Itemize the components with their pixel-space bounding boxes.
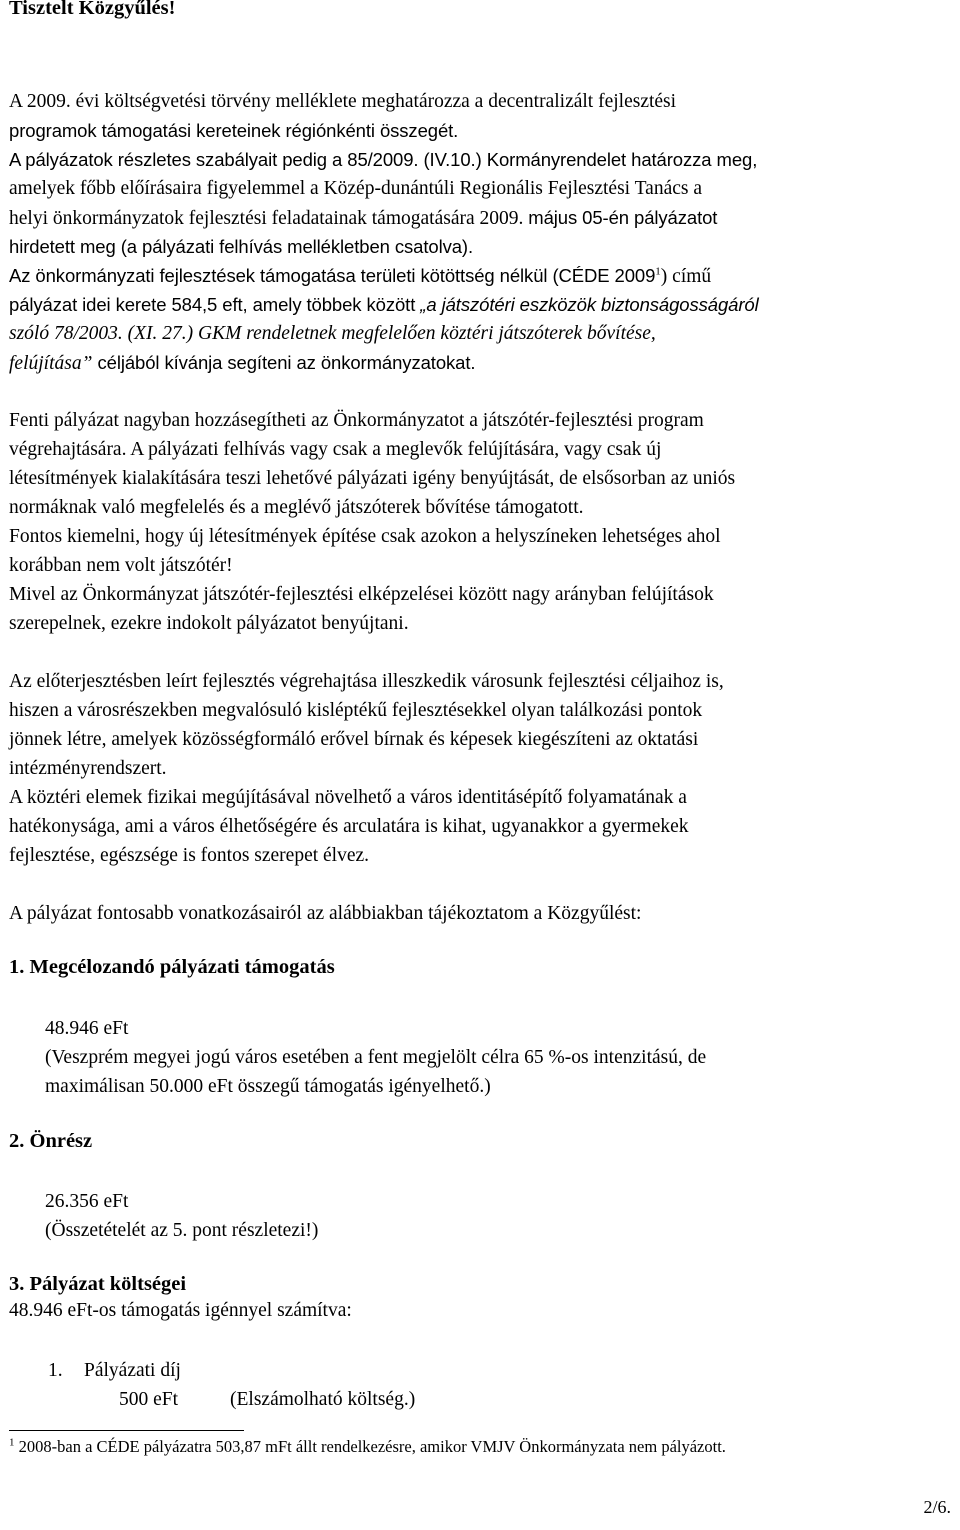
para4-line7: fejlesztése, egészsége is fontos szerepet élvez. [9, 845, 370, 866]
para2-line4-b: céljából kívánja segíteni az önkormányzatokat. [92, 352, 476, 373]
section1-heading: 1. Megcélozandó pályázati támogatás [9, 956, 335, 978]
section3-item1-amount: 500 eFt [119, 1389, 179, 1410]
para2-line4 [9, 348, 955, 378]
para1-line1: A 2009. évi költségvetési törvény melléklete meghatározza a decentralizált fejlesztési [9, 91, 677, 112]
para1-line4: amelyek főbb előírásaira figyelemmel a Közép-dunántúli Regionális Fejlesztési Tanács a [9, 178, 702, 199]
section3-item1-note: (Elszámolható költség.) [230, 1389, 416, 1410]
para1-line3-a: A pályázatok részletes szabályait pedig a 85/2009. (IV.10.) [9, 149, 487, 170]
para3-line7: Mivel az Önkormányzat játszótér-fejlesztési elképzelései között nagy arányban felújítások [9, 584, 714, 605]
para1-line5 [9, 203, 955, 233]
para4-line6: hatékonysága, ami a város élhetőségére és arculatára is kihat, ugyanakkor a gyermekek [9, 816, 689, 837]
para3-line6: korábban nem volt játszótér! [9, 555, 233, 576]
section3-item1-label: Pályázati díj [84, 1360, 181, 1381]
para2-line4-a: felújítása” [9, 353, 93, 374]
section1-amount: 48.946 eFt [45, 1018, 129, 1039]
footnote-mark: 1 [9, 1436, 15, 1449]
para4-line1: Az előterjesztésben leírt fejlesztés végrehajtása illeszkedik városunk fejlesztési céljaihoz is, [9, 671, 724, 692]
para4-line2: hiszen a városrészekben megvalósuló kisléptékű fejlesztésekkel olyan találkozási pontok [9, 700, 703, 721]
footnote-separator [9, 1430, 244, 1431]
para1-line6: hirdetett meg (a pályázati felhívás mellékletben csatolva). [9, 236, 474, 257]
para3-line3: létesítmények kialakítására teszi lehetővé pályázati igény benyújtását, de elsősorban az uniós [9, 468, 736, 489]
para1-line3-b: Kormányrendelet határozza meg, [486, 149, 758, 170]
para3-line1: Fenti pályázat nagyban hozzásegítheti az Önkormányzatot a játszótér-fejlesztési program [9, 410, 704, 431]
intro-line: A pályázat fontosabb vonatkozásairól az alábbiakban tájékoztatom a Közgyűlést: [9, 903, 642, 924]
para3-line2-b: A pályázati felhívás vagy csak a meglevők felújítására, vagy csak új [130, 439, 662, 460]
footnote [9, 1437, 726, 1457]
para4-line4: intézményrendszert. [9, 758, 167, 779]
page-number: 2/6. [923, 1497, 951, 1517]
para2-line2 [9, 290, 955, 320]
para4-line5: A köztéri elemek fizikai megújításával növelhető a város identitásépítő folyamatának a [9, 787, 687, 808]
para1-line2: programok támogatási kereteinek régiónkénti összegét. [9, 120, 459, 141]
para2-line1-b: ) című [660, 266, 712, 287]
section2-heading: 2. Önrész [9, 1130, 93, 1152]
para3-line8: szerepelnek, ezekre indokolt pályázatot benyújtani. [9, 613, 409, 634]
section2-note: (Összetételét az 5. pont részletezi!) [45, 1220, 319, 1241]
section3-heading: 3. Pályázat költségei [9, 1273, 187, 1295]
para3-line5: Fontos kiemelni, hogy új létesítmények építése csak azokon a helyszíneken lehetséges ahol [9, 526, 721, 547]
footnote-ref: 1 [655, 265, 661, 278]
salutation: Tisztelt Közgyűlés! [9, 0, 176, 19]
section1-note-line1: (Veszprém megyei jogú város esetében a fent megjelölt célra 65 %-os intenzitású, de [45, 1047, 707, 1068]
para1-line5-a: helyi önkormányzatok fejlesztési feladatainak támogatására 2009. [9, 208, 529, 229]
para1-line5-b: május 05-én pályázatot [528, 207, 718, 228]
para2-line2-b: „a játszótéri eszközök biztonságosságáról [420, 294, 759, 315]
para3-line2-a: végrehajtására. [9, 439, 131, 460]
footnote-text: 2008-ban a CÉDE pályázatra 503,87 mFt állt rendelkezésre, amikor VMJV Önkormányzata nem pályázott. [14, 1437, 726, 1456]
section2-amount: 26.356 eFt [45, 1191, 129, 1212]
para2-line2-a: pályázat idei kerete 584,5 eft, amely többek között [9, 294, 421, 315]
para3-line4: normáknak való megfelelés és a meglévő játszóterek bővítése támogatott. [9, 497, 584, 518]
para2-line1 [9, 261, 955, 291]
para3-line2 [9, 435, 955, 464]
para2-line1-a: Az önkormányzati fejlesztések támogatása területi kötöttség nélkül (CÉDE 2009 [9, 265, 656, 286]
para2-line3: szóló 78/2003. (XI. 27.) GKM rendeletnek megfelelően köztéri játszóterek bővítése, [9, 323, 656, 344]
section1-note-line2: maximálisan 50.000 eFt összegű támogatás igényelhető.) [45, 1076, 491, 1097]
section3-line: 48.946 eFt-os támogatás igénnyel számítva: [9, 1300, 352, 1321]
section3-item1-number: 1. [48, 1360, 63, 1381]
para1-line3 [9, 145, 955, 175]
para4-line3: jönnek létre, amelyek közösségformáló erővel bírnak és képesek kiegészíteni az oktatási [9, 729, 699, 750]
